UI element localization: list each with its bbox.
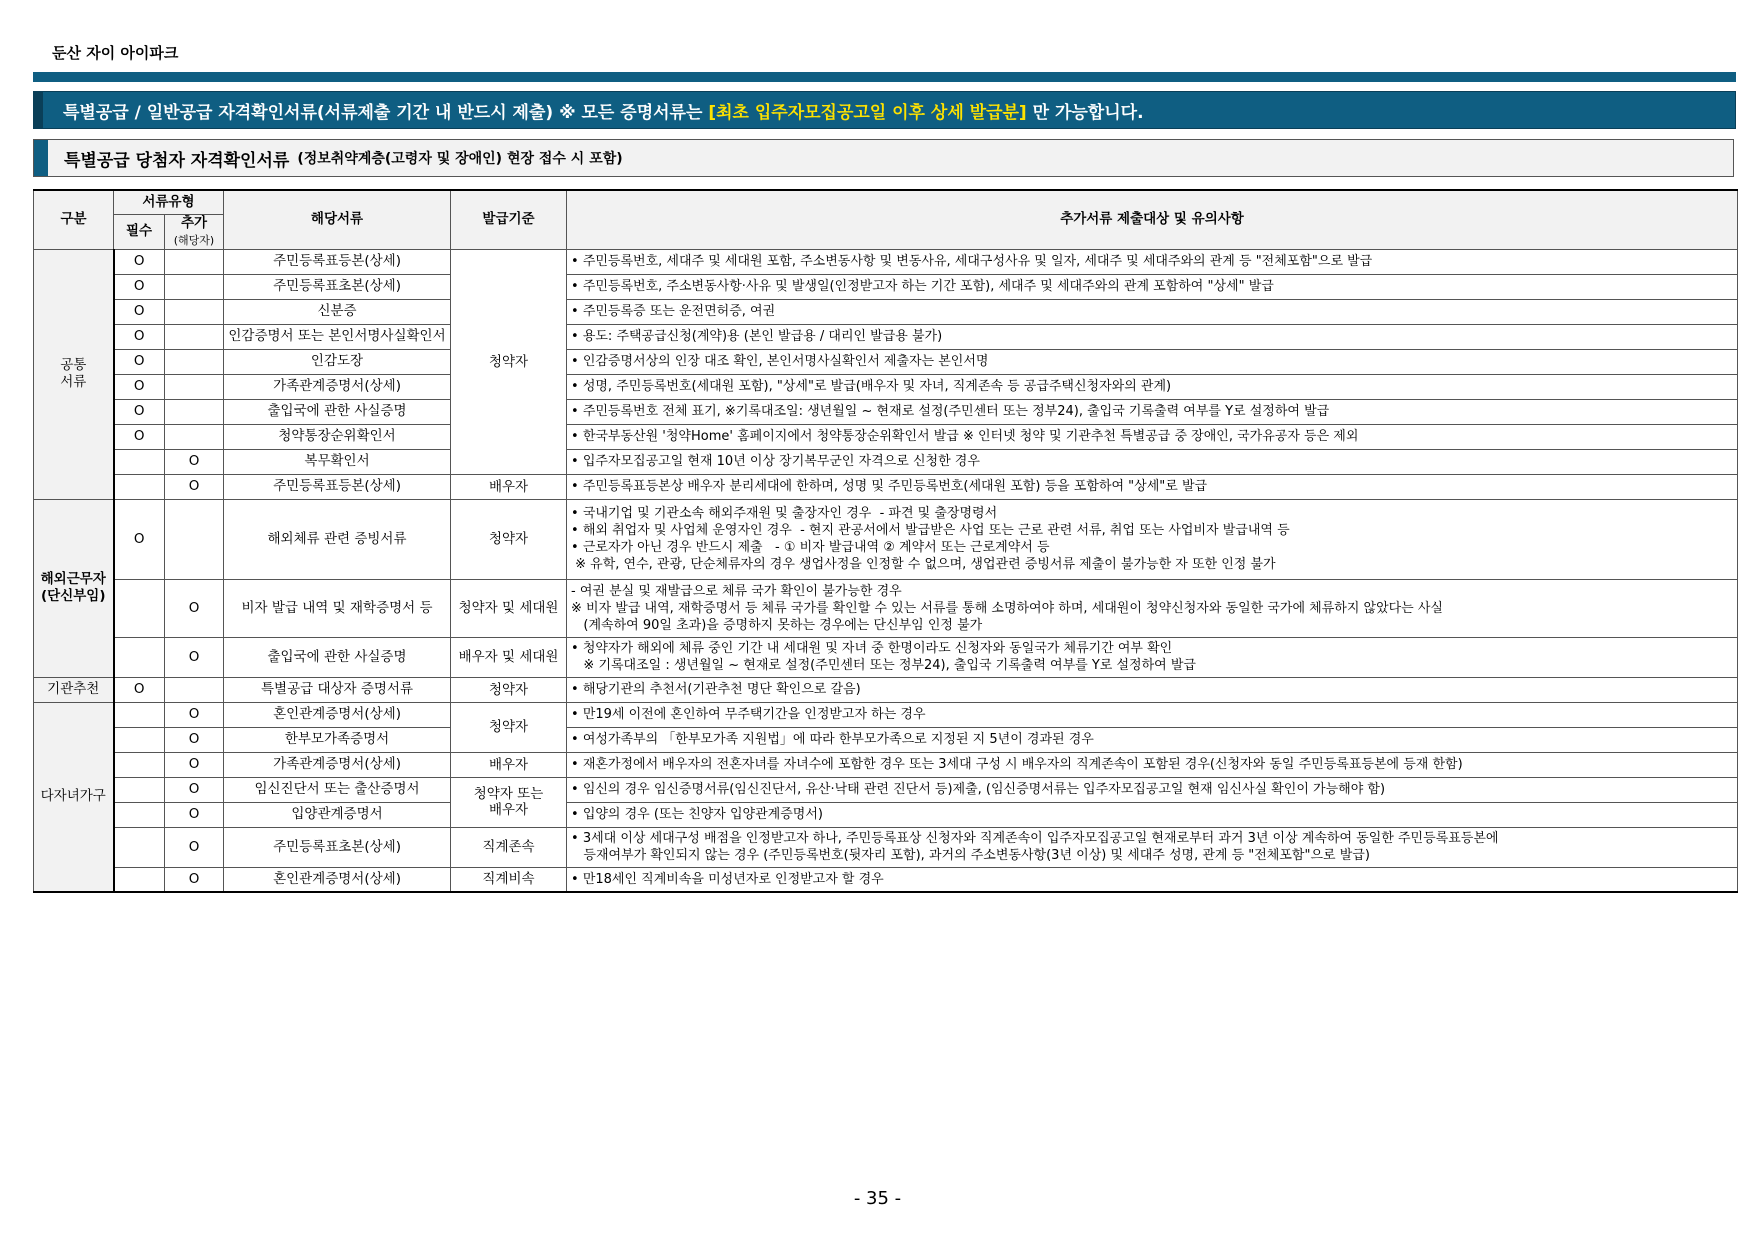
table-row <box>34 579 1738 637</box>
additional-mark <box>165 249 224 274</box>
additional-mark <box>165 349 224 374</box>
required-mark: O <box>114 249 165 274</box>
table-row <box>34 449 1738 474</box>
additional-mark: O <box>165 802 224 827</box>
note-line: • 만19세 이전에 혼인하여 무주택기간을 인정받고자 하는 경우 <box>571 707 926 722</box>
required-mark <box>114 867 165 892</box>
note-line: • 청약자가 해외에 체류 중인 기간 내 세대원 및 자녀 중 한명이라도 신청자와 동일국가 체류기간 여부 확인 <box>571 641 1173 656</box>
notes-cell <box>567 637 1738 677</box>
page-number: - 35 - <box>853 1188 902 1209</box>
table-row <box>34 777 1738 802</box>
note-line: • 성명, 주민등록번호(세대원 포함), "상세"로 발급(배우자 및 자녀, 직계존속 등 공급주택신청자와의 관계) <box>571 379 1172 394</box>
required-mark: O <box>114 399 165 424</box>
table-row <box>34 867 1738 892</box>
document-name: 가족관계증명서(상세) <box>224 752 451 777</box>
category-cell: 다자녀가구 <box>34 702 114 892</box>
issuer-cell: 배우자 <box>451 752 567 777</box>
additional-mark <box>165 324 224 349</box>
note-line: • 임신의 경우 임신증명서류(임신진단서, 유산·낙태 관련 진단서 등)제출, (임신증명서류는 입주자모집공고일 현재 임신사실 확인이 가능해야 함) <box>571 782 1386 797</box>
note-line: • 여성가족부의 「한부모가족 지원법」에 따라 한부모가족으로 지정된 지 5년이 경과된 경우 <box>571 732 1094 747</box>
notes-cell <box>567 274 1738 299</box>
header-document: 해당서류 <box>224 190 451 249</box>
note-line: • 주민등록번호, 주소변동사항·사유 및 발생일(인정받고자 하는 기간 포함), 세대주 및 세대주와의 관계 포함하여 "상세" 발급 <box>571 279 1274 294</box>
header-required: 필수 <box>114 214 165 249</box>
note-line: • 인감증명서상의 인장 대조 확인, 본인서명사실확인서 제출자는 본인서명 <box>571 354 989 369</box>
required-mark: O <box>114 274 165 299</box>
document-name: 한부모가족증명서 <box>224 727 451 752</box>
header-additional-sub: (해당자) <box>173 233 215 247</box>
subbanner-accent <box>34 140 48 176</box>
sub-banner <box>33 139 1734 177</box>
note-line: ※ 유학, 연수, 관광, 단순체류자의 경우 생업사정을 인정할 수 없으며, 생업관련 증빙서류 제출이 불가능한 자 또한 인정 불가 <box>571 557 1276 572</box>
note-line: • 용도: 주택공급신청(계약)용 (본인 발급용 / 대리인 발급용 불가) <box>571 329 943 344</box>
subbanner-note: (정보취약계층(고령자 및 장애인) 현장 접수 시 포함) <box>297 151 623 167</box>
category-cell: 해외근무자 (단신부임) <box>34 499 114 677</box>
issuer-cell: 청약자 <box>451 702 567 752</box>
table-row <box>34 349 1738 374</box>
document-name: 청약통장순위확인서 <box>224 424 451 449</box>
note-line: • 한국부동산원 '청약Home' 홈페이지에서 청약통장순위확인서 발급 ※ 인터넷 청약 및 기관추천 특별공급 중 장애인, 국가유공자 등은 제외 <box>571 429 1359 444</box>
document-name: 입양관계증명서 <box>224 802 451 827</box>
document-name: 인감도장 <box>224 349 451 374</box>
note-line: • 주민등록번호 전체 표기, ※기록대조일: 생년월일 ~ 현재로 설정(주민센터 또는 정부24), 출입국 기록출력 여부를 Y로 설정하여 발급 <box>571 404 1330 419</box>
required-mark <box>114 637 165 677</box>
notes-cell <box>567 702 1738 727</box>
additional-mark: O <box>165 449 224 474</box>
document-name: 주민등록표초본(상세) <box>224 827 451 867</box>
required-mark <box>114 777 165 802</box>
note-line: ※ 비자 발급 내역, 재학증명서 등 체류 국가를 확인할 수 있는 서류를 통해 소명하여야 하며, 세대원이 청약신청자와 동일한 국가에 체류하지 않았다는 사실 <box>571 600 1443 616</box>
document-name: 해외체류 관련 증빙서류 <box>224 499 451 579</box>
note-line: • 해당기관의 추천서(기관추천 명단 확인으로 갈음) <box>571 682 861 697</box>
table-row <box>34 727 1738 752</box>
header-category: 구분 <box>34 190 114 249</box>
category-cell: 공통 서류 <box>34 249 114 499</box>
notes-cell <box>567 374 1738 399</box>
issuer-cell: 직계존속 <box>451 827 567 867</box>
banner-text-pre: 특별공급 / 일반공급 자격확인서류(서류제출 기간 내 반드시 제출) ※ 모든 증명서류는 <box>63 102 709 123</box>
issuer-cell: 청약자 <box>451 249 567 474</box>
table-row <box>34 399 1738 424</box>
additional-mark <box>165 374 224 399</box>
header-doc-type: 서류유형 <box>114 190 224 214</box>
header-notes: 추가서류 제출대상 및 유의사항 <box>567 190 1738 249</box>
table-row <box>34 702 1738 727</box>
documents-table <box>33 189 1738 893</box>
category-cell: 기관추천 <box>34 677 114 702</box>
issuer-cell: 청약자 <box>451 677 567 702</box>
table-row <box>34 249 1738 274</box>
document-name: 특별공급 대상자 증명서류 <box>224 677 451 702</box>
section-banner <box>33 91 1736 129</box>
required-mark <box>114 827 165 867</box>
notes-cell <box>567 827 1738 867</box>
document-name: 혼인관계증명서(상세) <box>224 867 451 892</box>
additional-mark: O <box>165 702 224 727</box>
document-name: 인감증명서 또는 본인서명사실확인서 <box>224 324 451 349</box>
note-line: • 주민등록증 또는 운전면허증, 여권 <box>571 304 776 319</box>
notes-cell <box>567 449 1738 474</box>
note-line: - 여권 분실 및 재발급으로 체류 국가 확인이 불가능한 경우 <box>571 583 902 599</box>
subbanner-title: 특별공급 당첨자 자격확인서류 <box>64 150 290 171</box>
notes-cell <box>567 677 1738 702</box>
table-row <box>34 802 1738 827</box>
notes-cell <box>567 752 1738 777</box>
required-mark: O <box>114 677 165 702</box>
required-mark: O <box>114 324 165 349</box>
notes-cell <box>567 324 1738 349</box>
additional-mark <box>165 299 224 324</box>
notes-cell <box>567 867 1738 892</box>
required-mark: O <box>114 374 165 399</box>
note-line: 등재여부가 확인되지 않는 경우 (주민등록번호(뒷자리 포함), 과거의 주소변동사항(3년 이상) 및 세대주 성명, 관계 등 "전체포함"으로 발급) <box>571 848 1370 863</box>
notes-cell <box>567 499 1738 579</box>
header-additional-label: 추가 <box>180 214 208 231</box>
table-row <box>34 827 1738 867</box>
banner-text-post: 만 가능합니다. <box>1026 102 1144 123</box>
additional-mark: O <box>165 474 224 499</box>
note-line: • 주민등록번호, 세대주 및 세대원 포함, 주소변동사항 및 변동사유, 세대구성사유 및 일자, 세대주 및 세대주와의 관계 등 "전체포함"으로 발급 <box>571 254 1373 269</box>
note-line: ※ 기록대조일 : 생년월일 ~ 현재로 설정(주민센터 또는 정부24), 출입국 기록출력 여부를 Y로 설정하여 발급 <box>571 658 1196 673</box>
document-name: 신분증 <box>224 299 451 324</box>
notes-cell <box>567 777 1738 802</box>
required-mark: O <box>114 299 165 324</box>
note-line: • 만18세인 직계비속을 미성년자로 인정받고자 할 경우 <box>571 871 884 887</box>
additional-mark: O <box>165 637 224 677</box>
note-line: (계속하여 90일 초과)을 증명하지 못하는 경우에는 단신부임 인정 불가 <box>571 617 983 633</box>
banner-accent <box>34 92 43 128</box>
table-row <box>34 374 1738 399</box>
note-line: • 입주자모집공고일 현재 10년 이상 장기복무군인 자격으로 신청한 경우 <box>571 454 980 469</box>
issuer-cell: 청약자 또는 배우자 <box>451 777 567 827</box>
document-name: 출입국에 관한 사실증명 <box>224 399 451 424</box>
table-row <box>34 324 1738 349</box>
notes-cell <box>567 299 1738 324</box>
additional-mark <box>165 399 224 424</box>
document-name: 주민등록표등본(상세) <box>224 474 451 499</box>
additional-mark: O <box>165 777 224 802</box>
header-issuer: 발급기준 <box>451 190 567 249</box>
issuer-cell: 배우자 <box>451 474 567 499</box>
banner-highlight: [최초 입주자모집공고일 이후 상세 발급분] <box>708 102 1027 123</box>
issuer-cell: 청약자 <box>451 499 567 579</box>
notes-cell <box>567 349 1738 374</box>
document-name: 출입국에 관한 사실증명 <box>224 637 451 677</box>
required-mark: O <box>114 349 165 374</box>
table-row <box>34 752 1738 777</box>
required-mark <box>114 802 165 827</box>
document-name: 혼인관계증명서(상세) <box>224 702 451 727</box>
table-row <box>34 474 1738 499</box>
required-mark: O <box>114 424 165 449</box>
table-row <box>34 274 1738 299</box>
additional-mark: O <box>165 867 224 892</box>
note-line: • 주민등록표등본상 배우자 분리세대에 한하며, 성명 및 주민등록번호(세대원 포함) 등을 포함하여 "상세"로 발급 <box>571 479 1208 494</box>
required-mark <box>114 752 165 777</box>
table-row <box>34 677 1738 702</box>
notes-cell <box>567 727 1738 752</box>
notes-cell <box>567 424 1738 449</box>
note-line: • 입양의 경우 (또는 친양자 입양관계증명서) <box>571 807 823 822</box>
issuer-cell: 청약자 및 세대원 <box>451 579 567 637</box>
notes-cell <box>567 474 1738 499</box>
note-line: • 근로자가 아닌 경우 반드시 제출 - ① 비자 발급내역 ② 계약서 또는 근로계약서 등 <box>571 540 1050 555</box>
additional-mark: O <box>165 827 224 867</box>
additional-mark: O <box>165 579 224 637</box>
document-name: 주민등록표등본(상세) <box>224 249 451 274</box>
required-mark <box>114 727 165 752</box>
notes-cell <box>567 399 1738 424</box>
header-rule <box>33 72 1736 82</box>
additional-mark <box>165 274 224 299</box>
additional-mark: O <box>165 727 224 752</box>
note-line: • 해외 취업자 및 사업체 운영자인 경우 - 현지 관공서에서 발급받은 사업 또는 근로 관련 서류, 취업 또는 사업비자 발급내역 등 <box>571 523 1290 538</box>
document-name: 임신진단서 또는 출산증명서 <box>224 777 451 802</box>
notes-cell <box>567 802 1738 827</box>
document-title: 둔산 자이 아이파크 <box>52 44 179 62</box>
table-row <box>34 299 1738 324</box>
banner-text <box>43 98 1144 123</box>
table-row <box>34 499 1738 579</box>
required-mark: O <box>114 499 165 579</box>
document-name: 주민등록표초본(상세) <box>224 274 451 299</box>
header-additional <box>165 214 224 249</box>
required-mark <box>114 474 165 499</box>
additional-mark <box>165 499 224 579</box>
notes-cell <box>567 249 1738 274</box>
note-line: • 국내기업 및 기관소속 해외주재원 및 출장자인 경우 - 파견 및 출장명령서 <box>571 506 998 521</box>
additional-mark: O <box>165 752 224 777</box>
required-mark <box>114 702 165 727</box>
document-name: 가족관계증명서(상세) <box>224 374 451 399</box>
issuer-cell: 직계비속 <box>451 867 567 892</box>
required-mark <box>114 579 165 637</box>
issuer-cell: 배우자 및 세대원 <box>451 637 567 677</box>
required-mark <box>114 449 165 474</box>
notes-cell <box>567 579 1738 637</box>
additional-mark <box>165 677 224 702</box>
note-line: • 3세대 이상 세대구성 배점을 인정받고자 하나, 주민등록표상 신청자와 직계존속이 입주자모집공고일 현재로부터 과거 3년 이상 계속하여 동일한 주민등록표등본에 <box>571 831 1499 846</box>
note-line: • 재혼가정에서 배우자의 전혼자녀를 자녀수에 포함한 경우 또는 3세대 구성 시 배우자의 직계존속이 포함된 경우(신청자와 동일 주민등록표등본에 등재 한함) <box>571 757 1463 772</box>
document-name: 복무확인서 <box>224 449 451 474</box>
table-row <box>34 637 1738 677</box>
table-row <box>34 424 1738 449</box>
additional-mark <box>165 424 224 449</box>
document-name: 비자 발급 내역 및 재학증명서 등 <box>224 579 451 637</box>
